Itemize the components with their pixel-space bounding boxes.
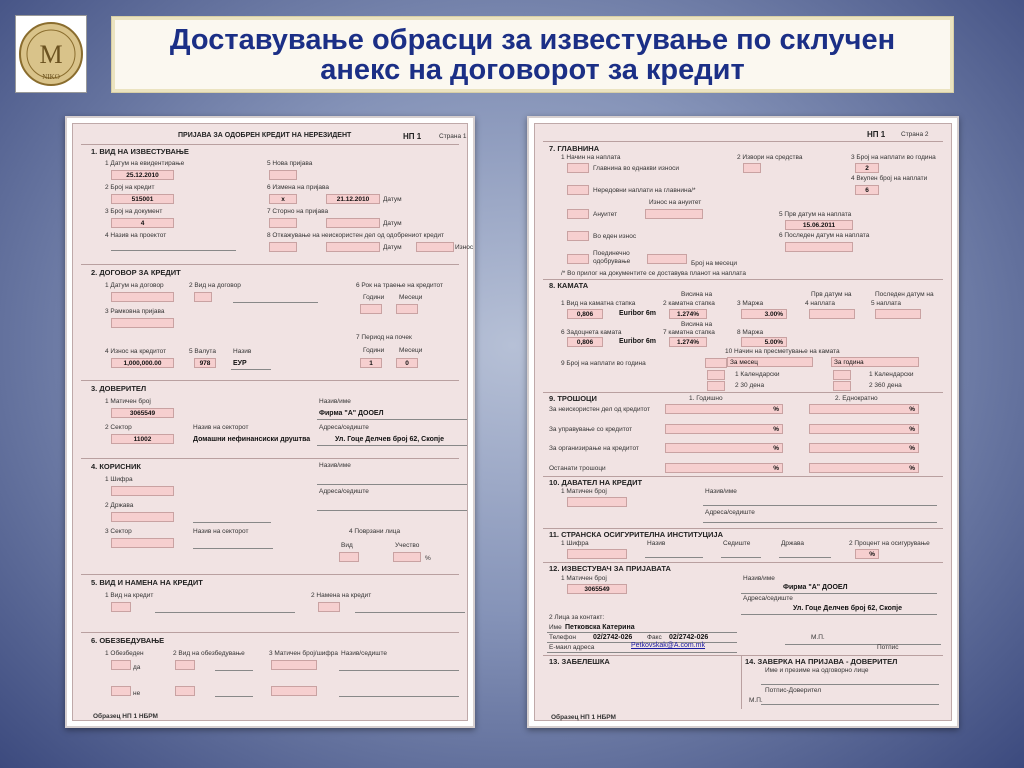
label: 4 Поврзани лица (349, 528, 401, 535)
fax-value: 02/2742-026 (669, 634, 709, 641)
email-line (547, 652, 737, 653)
label: Назив/седиште (341, 650, 387, 657)
form-footer: Образец НП 1 НБРМ (551, 714, 616, 721)
label: Назив (647, 540, 666, 547)
irregular-payments-checkbox[interactable] (567, 185, 589, 195)
label: 6 Рок на траење на кредитот (356, 282, 443, 289)
label: 7 Период на почек (356, 334, 412, 341)
label: 2 Сектор (105, 424, 132, 431)
interest-rate-field[interactable]: 1.274% (669, 309, 707, 319)
payments-per-year-field[interactable]: 2 (855, 163, 879, 173)
divider (543, 476, 943, 477)
label: 3 Рамковна пријава (105, 308, 165, 315)
label: 2. Еднократно (835, 395, 878, 402)
cancel-checkbox[interactable] (269, 242, 297, 252)
form-header: ПРИЈАВА ЗА ОДОБРЕН КРЕДИТ НА НЕРЕЗИДЕНТ (178, 132, 352, 139)
label: 6 Задоцнета камата (561, 329, 622, 336)
label: Нередовни наплати на главнина/* (593, 187, 696, 194)
creditor-id-field[interactable]: 3065549 (111, 408, 174, 418)
label: 1 Матичен број (105, 398, 151, 405)
label: Адреса/седиште (319, 488, 369, 495)
label: 7 Сторно на пријава (267, 208, 329, 215)
section-title: 5. ВИД И НАМЕНА НА КРЕДИТ (91, 578, 203, 587)
label: 2 Извори на средства (737, 154, 803, 161)
label: Поединечно одобрување (593, 250, 631, 265)
currency-line (231, 369, 271, 370)
label: 4 Назив на проектот (105, 232, 167, 239)
cost-once-3[interactable]: % (809, 443, 919, 453)
change-date-field[interactable]: 21.12.2010 (326, 194, 380, 204)
section-title: 11. СТРАНСКА ОСИГУРИТЕЛНА ИНСТИТУЦИЈА (549, 530, 724, 539)
label: да (133, 664, 141, 671)
label: 5 Валута (189, 348, 216, 355)
label: 2 30 дена (735, 382, 765, 389)
insurance-percent-field[interactable]: % (855, 549, 879, 559)
project-name-line (111, 250, 236, 251)
margin-field[interactable]: 3.00% (741, 309, 787, 319)
late-interest-rate-field[interactable]: 1.274% (669, 337, 707, 347)
divider (81, 144, 459, 145)
label: 1 Шифра (561, 540, 589, 547)
label: Во еден износ (593, 233, 637, 240)
reporter-name-line (741, 593, 937, 594)
section-title: 14. ЗАВЕРКА НА ПРИЈАВА - ДОВЕРИТЕЛ (745, 657, 898, 666)
label: Назив/име (319, 398, 351, 405)
label: Висина на (681, 291, 713, 298)
label: 10 Начин на пресметување на камата (725, 348, 840, 355)
change-report-checkbox[interactable]: x (269, 194, 297, 204)
contact-name-value: Петковска Катерина (565, 624, 635, 631)
label: E-маил адреса (549, 644, 595, 651)
divider (81, 458, 459, 459)
label: 1 Вид на каматна стапка (561, 300, 636, 307)
per-month-header: За месец (727, 357, 813, 367)
country-field[interactable] (111, 512, 174, 522)
reporter-id-field[interactable]: 3065549 (567, 584, 627, 594)
secured-no-checkbox[interactable] (111, 686, 131, 696)
divider (81, 264, 459, 265)
label: 6 Последен датум на наплата (779, 232, 870, 239)
form-sheet-2 (534, 123, 952, 721)
label: Адреса/седиште (705, 509, 755, 516)
section-title: 7. ГЛАВНИНА (549, 144, 600, 153)
monthly-30-checkbox[interactable] (707, 381, 725, 391)
guarantor-id-field[interactable] (271, 660, 317, 670)
section-title: 2. ДОГОВОР ЗА КРЕДИТ (91, 268, 181, 277)
label: 3 Број на наплати во година (851, 154, 936, 161)
lender-name-line (703, 505, 937, 506)
section-title: 8. КАМАТА (549, 281, 589, 290)
guarantor-line-2 (339, 696, 459, 697)
label: 2 Вид на обезбедување (173, 650, 245, 657)
phone-value: 02/2742-026 (593, 634, 633, 641)
email-link[interactable]: Petkovskak@A.com.mk (631, 642, 706, 649)
section-title: 10. ДАВАТЕЛ НА КРЕДИТ (549, 478, 643, 487)
label: М.П. (811, 634, 825, 641)
label: Број на месеци (691, 260, 738, 267)
page-title: Доставување обрасци за известување по склучен анекс на договорот за кредит (169, 23, 896, 86)
label: Телефон (549, 634, 576, 641)
contract-type-line (233, 302, 318, 303)
reporter-address-line (741, 614, 937, 615)
label: Месеци (399, 294, 423, 301)
credit-purpose-line (355, 612, 465, 613)
label: 1 Матичен број (561, 575, 607, 582)
currency-code-field[interactable]: 978 (194, 358, 216, 368)
storno-date-field[interactable] (326, 218, 380, 228)
section-title: 12. ИЗВЕСТУВАЧ ЗА ПРИЈАВАТА (549, 564, 671, 573)
label: Назив (233, 348, 252, 355)
divider (543, 655, 943, 656)
label: не (133, 690, 141, 697)
creditor-address-line (317, 445, 467, 446)
section-title: 1. ВИД НА ИЗВЕСТУВАЊЕ (91, 147, 189, 156)
interest-base-value: Euribor 6m (619, 310, 656, 317)
label: М.П. (749, 697, 763, 704)
label: Назив/име (743, 575, 775, 582)
label: 4 наплата (805, 300, 835, 307)
label: 3 Сектор (105, 528, 132, 535)
label: 2 каматна стапка (663, 300, 715, 307)
form-code: НП 1 (403, 132, 422, 141)
reporter-name-value: Фирма "А" ДООЕЛ (783, 584, 848, 591)
creditor-signature-line (761, 704, 939, 705)
coin-seal-icon (18, 19, 84, 89)
collateral-line-2 (215, 696, 253, 697)
label: Години (363, 347, 385, 354)
cancel-amount-field[interactable] (416, 242, 454, 252)
label: За неискористен дел од кредитот (549, 406, 650, 413)
insurer-seat-line (721, 557, 761, 558)
label: Седиште (723, 540, 751, 547)
label: 1. Годишно (689, 395, 723, 402)
label: Учество (395, 542, 420, 549)
framework-field[interactable] (111, 318, 174, 328)
last-payment-date-field[interactable] (785, 242, 853, 252)
sector-name-value: Домашни нефинансиски друштва (193, 436, 311, 443)
divider (543, 528, 943, 529)
label: 2 Број на кредит (105, 184, 155, 191)
label: 1 Датум на договор (105, 282, 164, 289)
label: 2 Вид на договор (189, 282, 241, 289)
label: 2 Процент на осигурување (849, 540, 930, 547)
insurer-code-field[interactable] (567, 549, 627, 559)
label: Држава (781, 540, 804, 547)
contract-date-field[interactable] (111, 292, 174, 302)
credit-purpose-field[interactable] (318, 602, 340, 612)
storno-checkbox[interactable] (269, 218, 297, 228)
collateral-line (215, 670, 253, 671)
label: Датум (383, 244, 402, 251)
form-code: НП 1 (867, 130, 886, 139)
late-margin-field[interactable]: 5.00% (741, 337, 787, 347)
user-code-field[interactable] (111, 486, 174, 496)
creditor-address-value: Ул. Гоце Делчев број 62, Скопје (335, 436, 444, 443)
label: 2 Намена на кредит (311, 592, 372, 599)
label: 2 360 дена (869, 382, 902, 389)
interest-type-field[interactable]: 0,806 (567, 309, 603, 319)
equal-installments-checkbox[interactable] (567, 163, 589, 173)
label: 9 Број на наплати во година (561, 360, 646, 367)
label: За управување со кредитот (549, 426, 633, 433)
divider (81, 632, 459, 633)
signature-line (785, 644, 941, 645)
label: 1 Вид на кредит (105, 592, 154, 599)
label: 8 Откажување на неискористен дел од одобрениот кредит (267, 232, 444, 239)
secured-yes-checkbox[interactable] (111, 660, 131, 670)
interest-payments-field[interactable] (705, 358, 727, 368)
annuity-amount-field[interactable] (645, 209, 703, 219)
date-field[interactable]: 25.12.2010 (111, 170, 174, 180)
cancel-date-field[interactable] (326, 242, 380, 252)
single-amount-checkbox[interactable] (567, 231, 589, 241)
label: Потпис-Доверител (765, 687, 822, 694)
label: Месеци (399, 347, 423, 354)
label: 6 Измена на пријава (267, 184, 329, 191)
cost-annual-2[interactable]: % (665, 424, 783, 434)
page-number: Страна 1 (439, 133, 467, 140)
label: Датум (383, 220, 402, 227)
divider (81, 380, 459, 381)
creditor-name-value: Фирма "А" ДООЕЛ (319, 410, 384, 417)
user-sector-field[interactable] (111, 538, 174, 548)
individual-approval-checkbox[interactable] (567, 254, 589, 264)
label: Име (549, 624, 562, 631)
user-sector-line (193, 548, 273, 549)
divider (543, 392, 943, 393)
label: Назив на секторот (193, 424, 249, 431)
contract-type-field[interactable] (194, 292, 212, 302)
late-interest-field[interactable]: 0,806 (567, 337, 603, 347)
responsible-person-line (761, 684, 939, 685)
label: % (425, 555, 431, 562)
yearly-360-checkbox[interactable] (833, 381, 851, 391)
duration-years-field[interactable] (360, 304, 382, 314)
label: Главнина во еднакви износи (593, 165, 679, 172)
interest-first-date-field[interactable] (809, 309, 855, 319)
divider (81, 574, 459, 575)
divider (543, 141, 943, 142)
label: 2 Лица за контакт: (549, 614, 605, 621)
funds-source-field[interactable] (743, 163, 761, 173)
logo (15, 15, 87, 93)
label: 5 Нова пријава (267, 160, 313, 167)
contact-name-line (547, 632, 737, 633)
document-number-field[interactable]: 4 (111, 218, 174, 228)
guarantor-id-field-2[interactable] (271, 686, 317, 696)
label: Последен датум на (875, 291, 934, 298)
label: 1 Календарски (735, 371, 780, 378)
lender-id-field[interactable] (567, 497, 627, 507)
label: 7 каматна стапка (663, 329, 715, 336)
page-number: Страна 2 (901, 131, 929, 138)
label: За организирање на кредитот (549, 445, 639, 452)
grace-months-field[interactable]: 0 (396, 358, 418, 368)
svg-text:NIKO: NIKO (42, 73, 60, 81)
sector-field[interactable]: 11002 (111, 434, 174, 444)
label: 4 Износ на кредитот (105, 348, 167, 355)
credit-type-field[interactable] (111, 602, 131, 612)
reporter-address-value: Ул. Гоце Делчев број 62, Скопје (793, 605, 902, 612)
label: 1 Обезбеден (105, 650, 144, 657)
label: Назив на секторот (193, 528, 249, 535)
cost-once-4[interactable]: % (809, 463, 919, 473)
form-footer: Образец НП 1 НБРМ (93, 713, 158, 720)
currency-name-value: ЕУР (233, 360, 247, 367)
user-name-line (317, 484, 467, 485)
label: Останати трошоци (549, 465, 606, 472)
section-title: 3. ДОВЕРИТЕЛ (91, 384, 147, 393)
country-line (193, 522, 271, 523)
form-page-2 (527, 116, 959, 728)
title-banner (111, 16, 954, 93)
label: Износ (455, 244, 474, 251)
per-year-header: За година (831, 357, 919, 367)
annuity-checkbox[interactable] (567, 209, 589, 219)
insurer-name-line (645, 557, 703, 558)
total-payments-field[interactable]: 6 (855, 185, 879, 195)
divider (543, 562, 943, 563)
label: 1 Календарски (869, 371, 914, 378)
label: 3 Број на документ (105, 208, 163, 215)
guarantor-line (339, 670, 459, 671)
insurer-country-line (779, 557, 831, 558)
duration-months-field[interactable] (396, 304, 418, 314)
cost-annual-1[interactable]: % (665, 404, 783, 414)
label: 1 Датум на евидентирање (105, 160, 185, 167)
svg-text:M: M (39, 40, 63, 69)
creditor-name-line (317, 419, 467, 420)
label: 3 Матичен број/шифра (269, 650, 339, 657)
label: Назив/име (705, 488, 737, 495)
label: 5 наплата (871, 300, 901, 307)
section-title: 9. ТРОШОЦИ (549, 394, 597, 403)
section-title: 4. КОРИСНИК (91, 462, 141, 471)
cost-once-1[interactable]: % (809, 404, 919, 414)
first-payment-date-field[interactable]: 15.06.2011 (785, 220, 853, 230)
label: Висина на (681, 321, 713, 328)
collateral-type-field-2[interactable] (175, 686, 195, 696)
section-title: 6. ОБЕЗБЕДУВАЊЕ (91, 636, 165, 645)
late-interest-base-value: Euribor 6m (619, 338, 656, 345)
footnote: /* Во прилог на документите се доставува планот на наплата (561, 270, 746, 277)
label: Датум (383, 196, 402, 203)
cost-annual-3[interactable]: % (665, 443, 783, 453)
related-type-field[interactable] (339, 552, 359, 562)
label: Адреса/седиште (319, 424, 369, 431)
months-count-field[interactable] (647, 254, 687, 264)
credit-type-line (155, 612, 295, 613)
label: 2 Држава (105, 502, 134, 509)
label: Вид (341, 542, 353, 549)
label: 8 Маржа (737, 329, 764, 336)
label: Назив/име (319, 462, 351, 469)
form-page-1 (65, 116, 475, 728)
label: Потпис (877, 644, 899, 651)
collateral-type-field[interactable] (175, 660, 195, 670)
label: Име и презиме на одговорно лице (765, 667, 869, 674)
label: 1 Шифра (105, 476, 133, 483)
label: Прв датум на (811, 291, 852, 298)
label: Адреса/седиште (743, 595, 793, 602)
cost-annual-4[interactable]: % (665, 463, 783, 473)
label: 5 Прв датум на наплата (779, 211, 852, 218)
monthly-calendar-checkbox[interactable] (707, 370, 725, 380)
cost-once-2[interactable]: % (809, 424, 919, 434)
related-share-field[interactable] (393, 552, 421, 562)
label: 1 Начин на наплата (561, 154, 621, 161)
divider (543, 279, 943, 280)
credit-number-field[interactable]: 515001 (111, 194, 174, 204)
form-sheet-1 (72, 123, 474, 721)
label: Години (363, 294, 385, 301)
divider (741, 655, 742, 709)
interest-last-date-field[interactable] (875, 309, 921, 319)
grace-years-field[interactable]: 1 (360, 358, 382, 368)
yearly-calendar-checkbox[interactable] (833, 370, 851, 380)
lender-address-line (703, 522, 937, 523)
label: Ануитет (593, 211, 618, 218)
user-address-line (317, 510, 467, 511)
label: 3 Маржа (737, 300, 764, 307)
label: Износ на ануитет (649, 199, 702, 206)
section-title: 13. ЗАБЕЛЕШКА (549, 657, 610, 666)
label: 1 Матичен број (561, 488, 607, 495)
label: 4 Вкупен број на наплати (851, 175, 928, 182)
label: Факс (647, 634, 662, 641)
new-report-checkbox[interactable] (269, 170, 297, 180)
credit-amount-field[interactable]: 1,000,000.00 (111, 358, 174, 368)
